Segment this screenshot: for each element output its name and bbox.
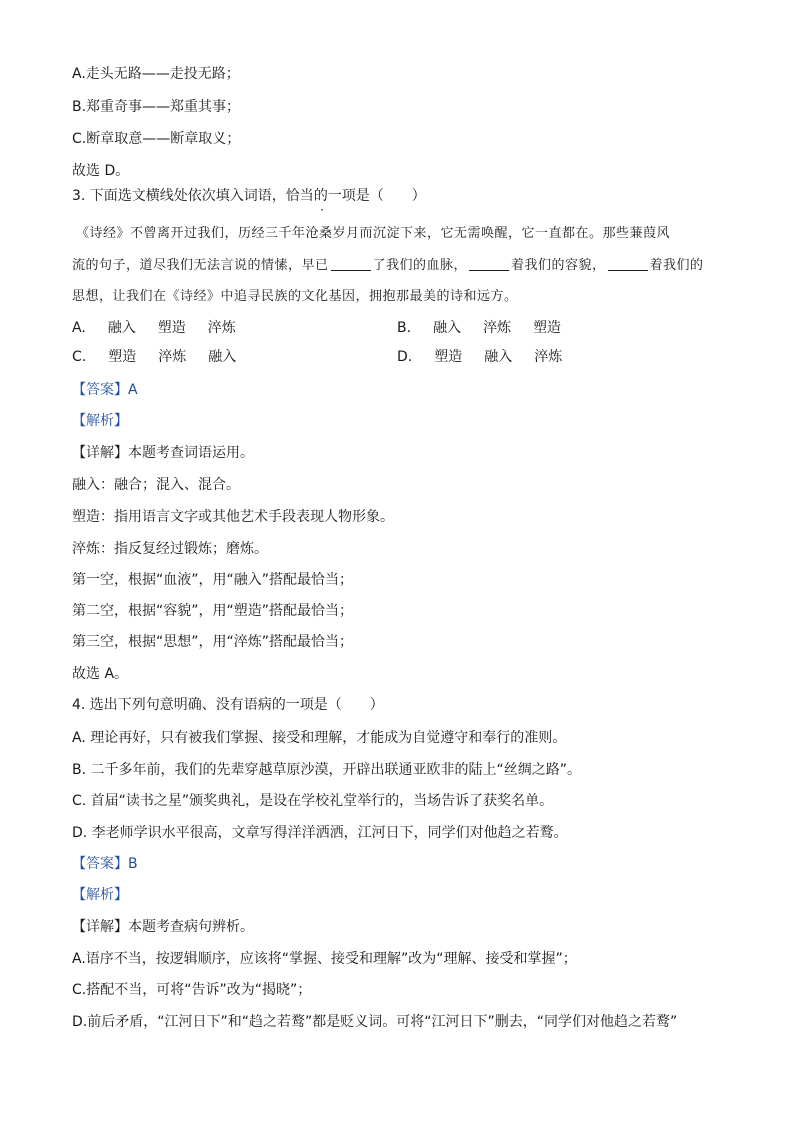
question-4-stem: 4. 选出下列句意明确、没有语病的一项是（ ） [72, 697, 384, 713]
detail-line: 故选 A。 [72, 666, 129, 682]
option-b: B. 融入 淬炼 塑造 [397, 320, 562, 336]
analysis-label: 【解析】 [72, 413, 128, 429]
detail-line: 第三空，根据“思想”，用“淬炼”搭配最恰当； [72, 634, 354, 650]
fill-blank [608, 256, 648, 271]
emphasis-char: 的 [313, 188, 328, 204]
detail-line: 塑造：指用语言文字或其他艺术手段表现人物形象。 [72, 509, 394, 525]
option-c: C. 首届“读书之星”颁奖典礼，是设在学校礼堂举行的，当场告诉了获奖名单。 [72, 793, 554, 809]
detail-line: D.前后矛盾，“江河日下”和“趋之若鹜”都是贬义词。可将“江河日下”删去，“同学们对他趋之若鹜” [72, 1014, 678, 1030]
option-d: D. 李老师学识水平很高，文章写得洋洋洒洒，江河日下，同学们对他趋之若鹜。 [72, 825, 568, 841]
fill-blank [469, 256, 509, 271]
option-b: B. 二千多年前，我们的先辈穿越草原沙漠，开辟出联通亚欧非的陆上“丝绸之路”。 [72, 762, 582, 778]
passage-line: 《诗经》不曾离开过我们，历经三千年沧桑岁月而沉淀下来，它无需唤醒，它一直都在。那些蒹葭风 [76, 226, 671, 241]
question-3-stem: 3. 下面选文横线处依次填入词语，恰当的一项是（ ） [72, 188, 426, 204]
detail-line: 融入：融合；混入、混合。 [72, 477, 240, 493]
passage-line: 思想，让我们在《诗经》中追寻民族的文化基因，拥抱那最美的诗和远方。 [72, 289, 518, 304]
detail-line: 【详解】本题考查词语运用。 [72, 445, 254, 461]
text-line: C.断章取意——断章取义； [72, 131, 241, 147]
option-a: A. 融入 塑造 淬炼 [72, 320, 236, 336]
detail-line: 淬炼：指反复经过锻炼；磨炼。 [72, 541, 268, 557]
text-line: A.走头无路——走投无路； [72, 66, 240, 82]
text-line: B.郑重奇事——郑重其事； [72, 99, 241, 115]
detail-line: 【详解】本题考查病句辨析。 [72, 919, 254, 935]
detail-line: C.搭配不当，可将“告诉”改为“揭晓”； [72, 982, 312, 998]
text-line: 故选 D。 [72, 163, 130, 179]
detail-line: A.语序不当，按逻辑顺序，应该将“掌握、接受和理解”改为“理解、接受和掌握”； [72, 951, 577, 967]
option-d: D. 塑造 融入 淬炼 [397, 349, 563, 365]
option-a: A. 理论再好，只有被我们掌握、接受和理解，才能成为自觉遵守和奉行的准则。 [72, 730, 567, 746]
detail-line: 第一空，根据“血液”，用“融入”搭配最恰当； [72, 572, 354, 588]
option-c: C. 塑造 淬炼 融入 [72, 349, 237, 365]
answer-label: 【答案】B [72, 856, 138, 872]
passage-line: 流的句子，道尽我们无法言说的情愫，早已 了我们的血脉， 着我们的容貌， 着我们的 [72, 258, 704, 273]
analysis-label: 【解析】 [72, 887, 128, 903]
answer-label: 【答案】A [72, 382, 138, 398]
detail-line: 第二空，根据“容貌”，用“塑造”搭配最恰当； [72, 603, 354, 619]
fill-blank [331, 256, 371, 271]
